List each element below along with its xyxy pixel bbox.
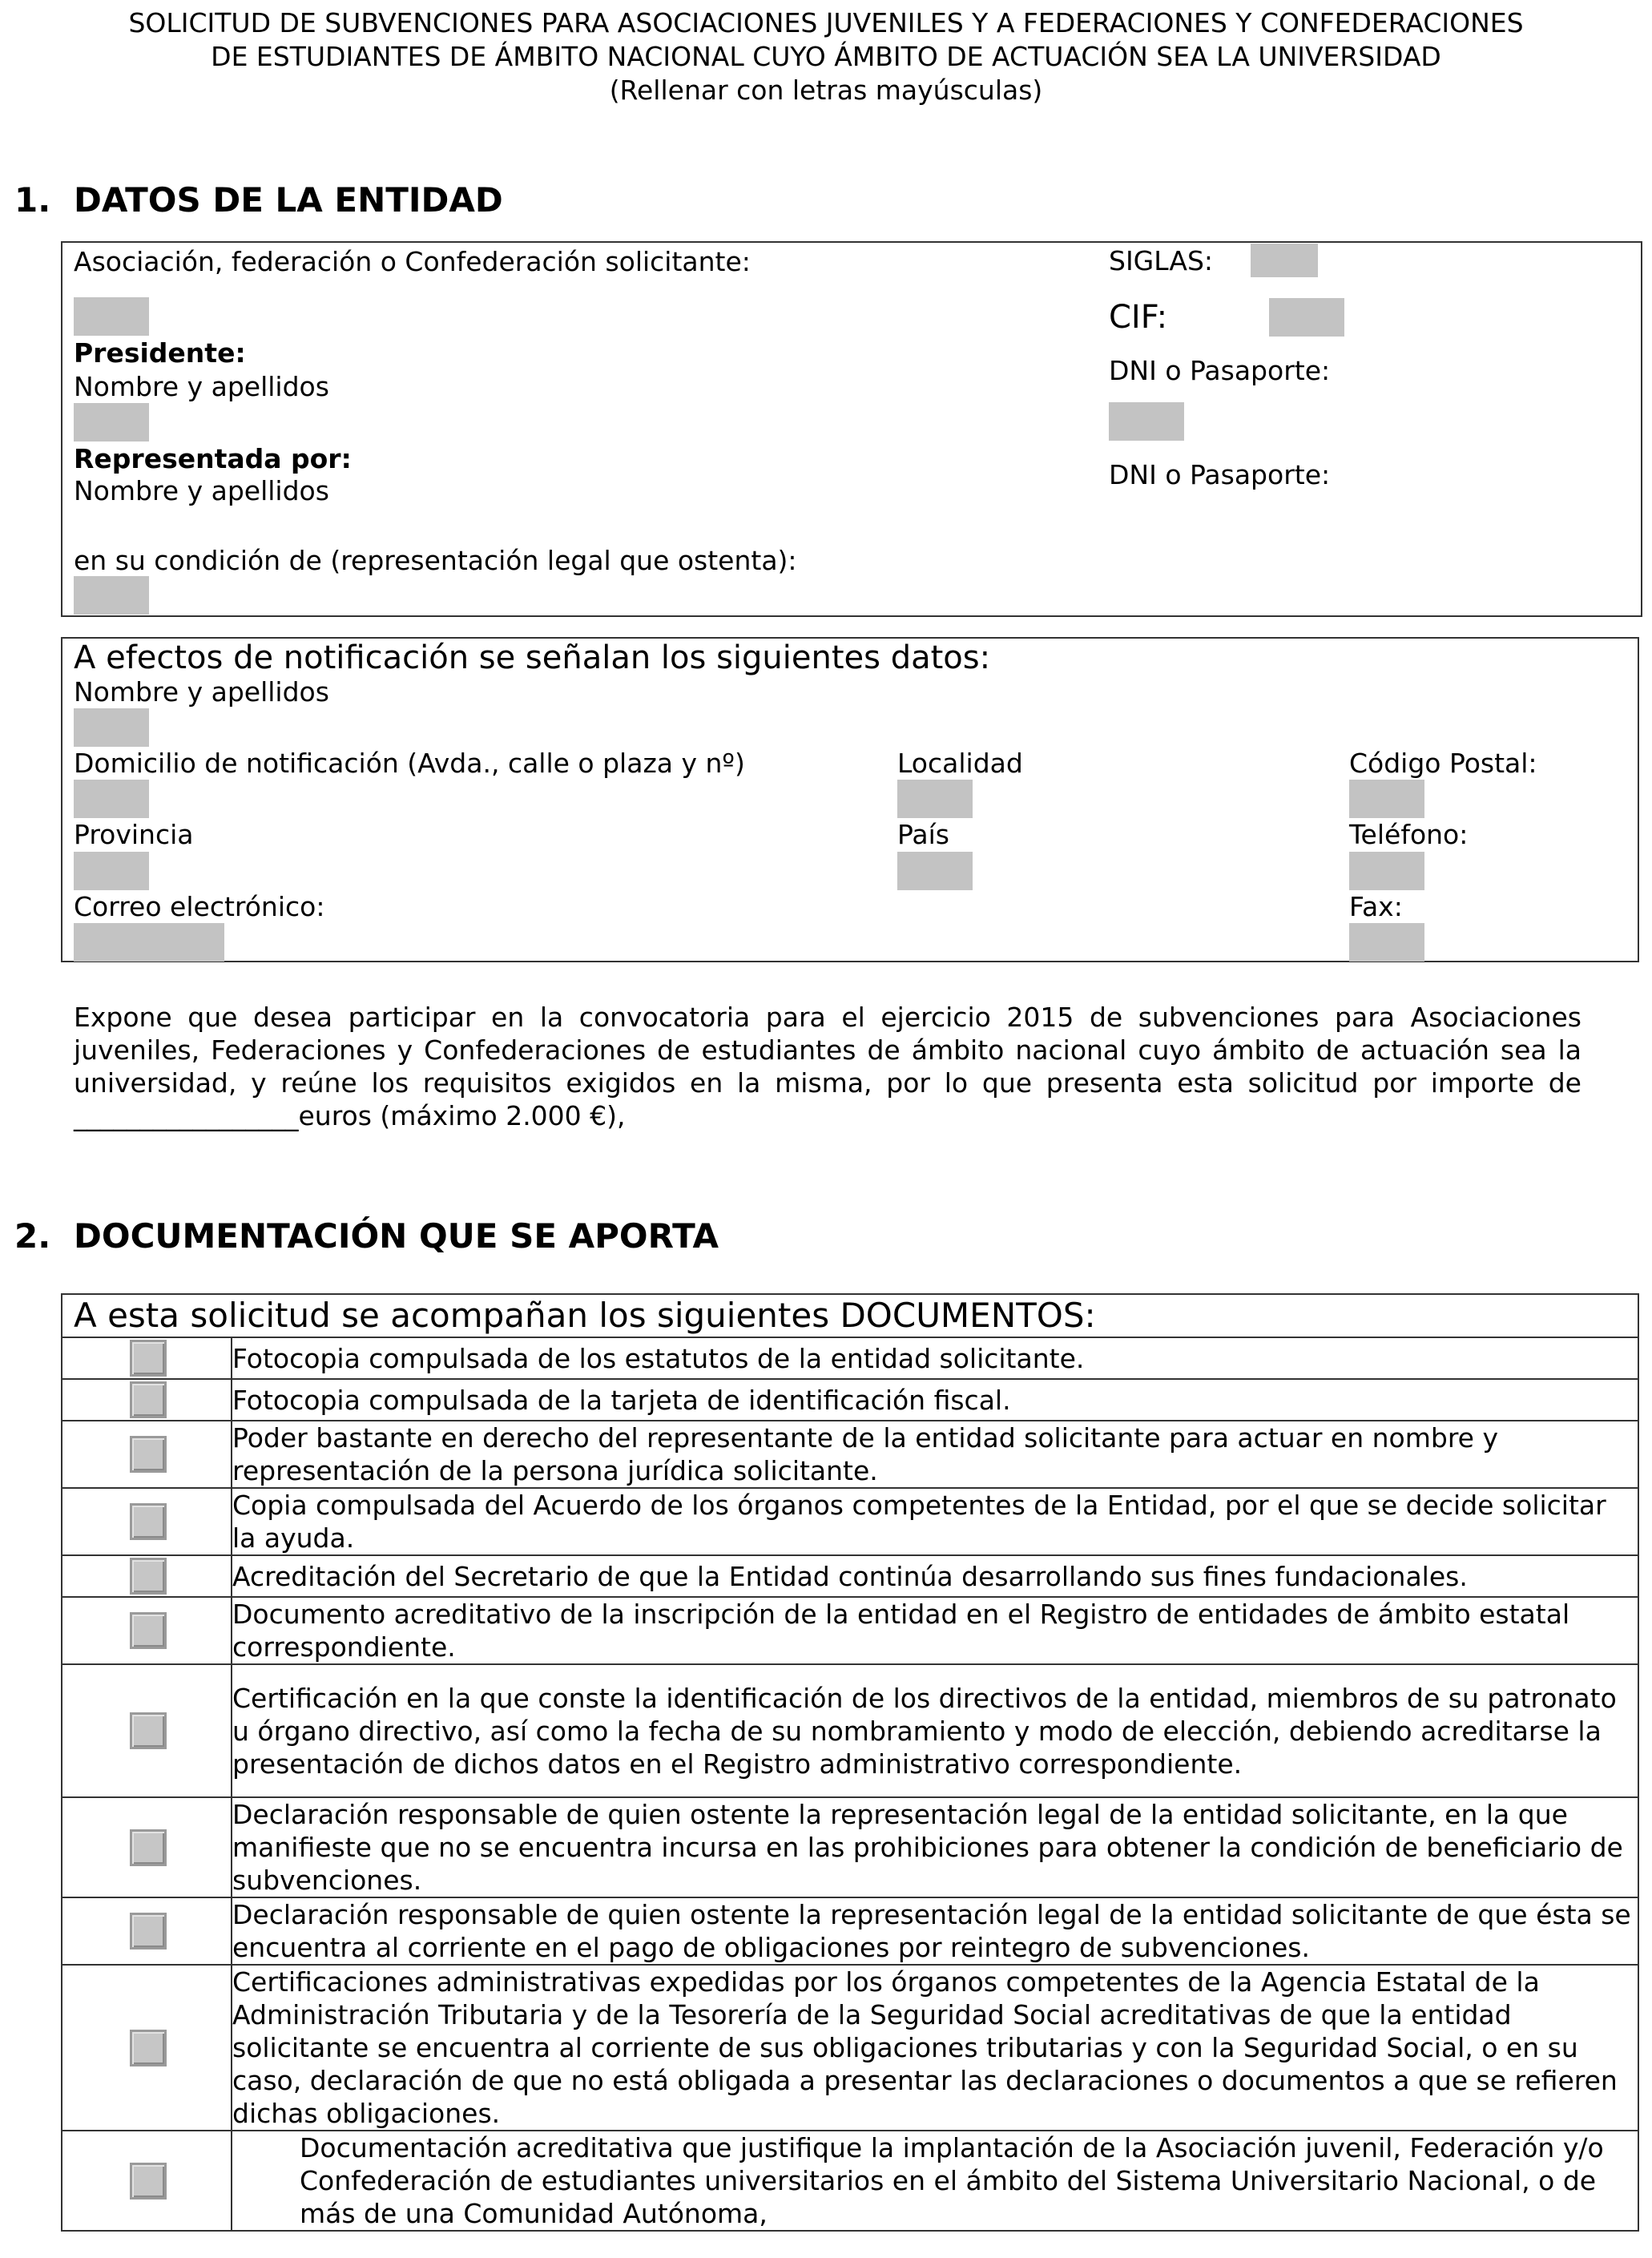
document-row [62,1555,1638,1597]
document-description: Fotocopia compulsada de los estatutos de la entidad solicitante. [232,1337,1638,1379]
telefono-label: Teléfono: [1349,819,1469,850]
form-instructions: (Rellenar con letras mayúsculas) [609,75,1043,106]
section-2-number: 2. [14,1216,51,1256]
pais-label: País [897,819,950,850]
solicitante-field[interactable] [74,297,149,336]
presidente-nombre-field[interactable] [74,403,149,442]
representada-label: Representada por: [74,443,352,474]
email-field[interactable] [74,923,224,962]
codigo-postal-field[interactable] [1349,780,1424,818]
expone-paragraph: Expone que desea participar en la convocatoria para el ejercicio 2015 de subvenciones para Asociaciones juveniles, Federaciones y Confederaciones de estudiantes de ámbito nacional cuyo ámbito de actuación sea la universidad, y reúne los requisitos exigidos en la misma, por lo que presenta esta solicitud por importe de _________________euros (máximo 2.000 €), [74,1002,1581,1131]
domicilio-label: Domicilio de notificación (Avda., calle o plaza y nº) [74,748,745,779]
document-row [62,1664,1638,1797]
documents-table-heading: A esta solicitud se acompañan los siguientes DOCUMENTOS: [62,1294,1638,1337]
provincia-field[interactable] [74,852,149,890]
condicion-label: en su condición de (representación legal que ostenta): [74,545,797,576]
email-label: Correo electrónico: [74,891,325,922]
dni-presidente-field[interactable] [1109,402,1184,441]
representada-nombre-label: Nombre y apellidos [74,475,329,506]
document-description: Documentación acreditativa que justifique la implantación de la Asociación juvenil, Federación y/o Confederación de estudiantes universitarios en el ámbito del Sistema Universitario Nacional, o de más de una Comunidad Autónoma, [232,2131,1638,2231]
dni-presidente-label: DNI o Pasaporte: [1109,355,1331,386]
document-description: Documento acreditativo de la inscripción de la entidad en el Registro de entidades de ámbito estatal correspondiente. [232,1597,1638,1664]
document-row [62,2131,1638,2231]
localidad-field[interactable] [897,780,973,818]
form-title-line-2: DE ESTUDIANTES DE ÁMBITO NACIONAL CUYO ÁMBITO DE ACTUACIÓN SEA LA UNIVERSIDAD [211,41,1441,72]
siglas-field[interactable] [1251,244,1318,277]
dni-representante-label: DNI o Pasaporte: [1109,459,1331,490]
siglas-label: SIGLAS: [1109,245,1214,276]
notification-heading: A efectos de notificación se señalan los siguientes datos: [74,639,991,676]
document-description: Acreditación del Secretario de que la Entidad continúa desarrollando sus fines fundacionales. [232,1555,1638,1597]
notif-nombre-label: Nombre y apellidos [74,676,329,708]
document-description: Fotocopia compulsada de la tarjeta de identificación fiscal. [232,1379,1638,1421]
document-description: Declaración responsable de quien ostente la representación legal de la entidad solicitante, en la que manifieste que no se encuentra incursa en las prohibiciones para obtener la condición de beneficiario de subvenciones. [232,1797,1638,1897]
document-checkbox[interactable] [130,1612,167,1649]
document-description: Certificación en la que conste la identificación de los directivos de la entidad, miembros de su patronato u órgano directivo, así como la fecha de su nombramiento y modo de elección, debiendo acreditarse la presentación de dichos datos en el Registro administrativo correspondiente. [232,1664,1638,1797]
documents-table [61,1293,1639,2232]
document-checkbox[interactable] [130,1913,167,1950]
fax-label: Fax: [1349,891,1403,922]
fax-field[interactable] [1349,923,1424,962]
localidad-label: Localidad [897,748,1023,779]
document-row [62,1337,1638,1379]
document-checkbox[interactable] [130,1558,167,1595]
document-checkbox[interactable] [130,1829,167,1866]
document-checkbox[interactable] [130,2030,167,2066]
document-row [62,1421,1638,1488]
document-row [62,1379,1638,1421]
document-checkbox[interactable] [130,2163,167,2200]
codigo-postal-label: Código Postal: [1349,748,1537,779]
cif-label: CIF: [1109,299,1168,336]
telefono-field[interactable] [1349,852,1424,890]
document-row [62,1897,1638,1965]
document-description: Declaración responsable de quien ostente la representación legal de la entidad solicitante de que ésta se encuentra al corriente en el pago de obligaciones por reintegro de subvenciones. [232,1897,1638,1965]
document-description: Certificaciones administrativas expedidas por los órganos competentes de la Agencia Estatal de la Administración Tributaria y de la Tesorería de la Seguridad Social acreditativas de que la entidad solicitante se encuentra al corriente de sus obligaciones tributarias y con la Seguridad Social, o en su caso, declaración de que no está obligada a presentar las declaraciones o documentos a que se refieren dichas obligaciones. [232,1965,1638,2131]
document-description: Copia compulsada del Acuerdo de los órganos competentes de la Entidad, por el que se decide solicitar la ayuda. [232,1488,1638,1555]
document-description: Poder bastante en derecho del representante de la entidad solicitante para actuar en nombre y representación de la persona jurídica solicitante. [232,1421,1638,1488]
document-checkbox[interactable] [130,1712,167,1749]
document-checkbox[interactable] [130,1436,167,1473]
document-checkbox[interactable] [130,1340,167,1377]
provincia-label: Provincia [74,819,194,850]
pais-field[interactable] [897,852,973,890]
presidente-label: Presidente: [74,337,246,369]
cif-field[interactable] [1269,298,1344,337]
condicion-field[interactable] [74,576,149,615]
solicitante-label: Asociación, federación o Confederación solicitante: [74,246,751,277]
section-1-number: 1. [14,180,51,220]
document-row [62,1597,1638,1664]
section-2-title: DOCUMENTACIÓN QUE SE APORTA [74,1216,719,1256]
document-row [62,1488,1638,1555]
form-title-line-1: SOLICITUD DE SUBVENCIONES PARA ASOCIACIONES JUVENILES Y A FEDERACIONES Y CONFEDERACIONES [128,7,1524,38]
document-row [62,1797,1638,1897]
document-checkbox[interactable] [130,1381,167,1418]
document-row [62,1965,1638,2131]
section-1-title: DATOS DE LA ENTIDAD [74,180,503,220]
document-checkbox[interactable] [130,1503,167,1540]
presidente-nombre-label: Nombre y apellidos [74,371,329,402]
domicilio-field[interactable] [74,780,149,818]
notif-nombre-field[interactable] [74,708,149,747]
